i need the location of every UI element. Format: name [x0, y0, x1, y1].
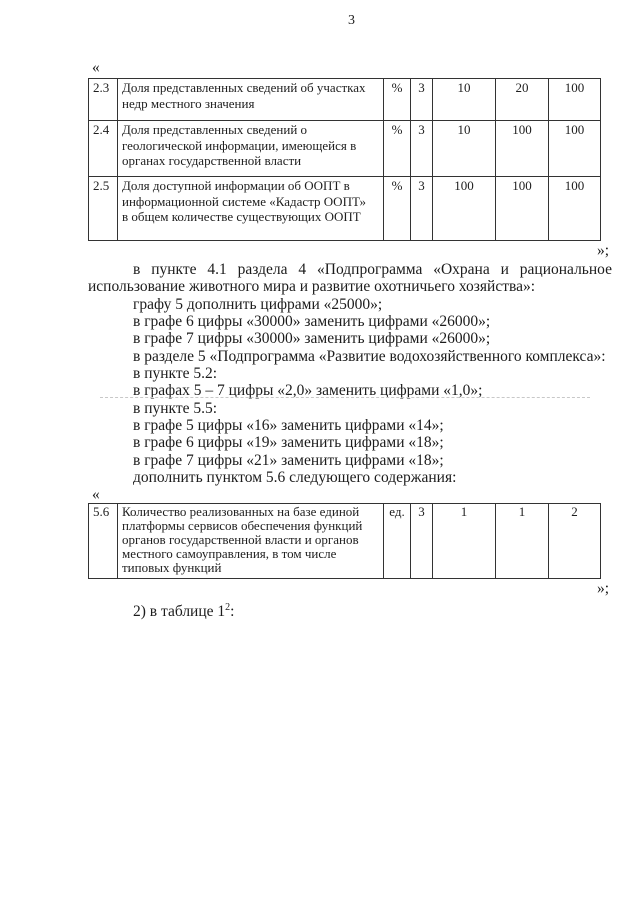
description-line: Доля представленных сведений об участках — [122, 80, 366, 95]
paragraph-line: в графе 7 цифры «21» заменить цифрами «18»; — [133, 451, 444, 469]
row-col3: 3 — [411, 177, 433, 241]
table-row — [89, 177, 601, 241]
row-description — [118, 177, 384, 241]
table1-open-quote: « — [92, 59, 100, 76]
row-unit: % — [384, 79, 411, 121]
row-unit: % — [384, 177, 411, 241]
row-col6: 2 — [549, 504, 601, 579]
row-col3: 3 — [411, 79, 433, 121]
closing-superscript: 2 — [225, 601, 231, 613]
row-col4: 10 — [433, 121, 496, 177]
closing-line — [133, 603, 234, 621]
row-number: 2.4 — [89, 121, 118, 177]
row-unit: % — [384, 121, 411, 177]
row-description — [118, 121, 384, 177]
description-line: Количество реализованных на базе единой — [122, 504, 360, 519]
row-col5: 20 — [496, 79, 549, 121]
row-col6: 100 — [549, 177, 601, 241]
row-unit: ед. — [384, 504, 411, 579]
row-col5: 1 — [496, 504, 549, 579]
description-line: типовых функций — [122, 560, 222, 575]
paragraph-line: в графе 5 цифры «16» заменить цифрами «14»; — [133, 417, 444, 435]
paragraph-line: в пункте 5.5: — [133, 399, 218, 417]
scan-artifact-line — [100, 397, 590, 398]
row-col4: 10 — [433, 79, 496, 121]
row-number: 2.5 — [89, 177, 118, 241]
row-col6: 100 — [549, 79, 601, 121]
paragraph-line: графу 5 дополнить цифрами «25000»; — [133, 295, 383, 313]
row-col3: 3 — [411, 121, 433, 177]
paragraph-line: в графе 7 цифры «30000» заменить цифрами «26000»; — [133, 330, 491, 348]
closing-text: 2) в таблице 1 — [133, 603, 226, 620]
row-col5: 100 — [496, 177, 549, 241]
description-line: недр местного значения — [122, 95, 255, 111]
row-col4: 100 — [433, 177, 496, 241]
description-line: Доля представленных сведений о — [122, 122, 308, 137]
paragraph-line: в пункте 4.1 раздела 4 «Подпрограмма «Охрана и рациональное — [133, 261, 612, 278]
table-row — [89, 79, 601, 121]
paragraph-line: в графе 6 цифры «30000» заменить цифрами «26000»; — [133, 313, 491, 331]
description-line: платформы сервисов обеспечения функций — [122, 518, 363, 533]
amendment-text — [88, 261, 612, 486]
description-line: Доля доступной информации об ООПТ в — [122, 178, 350, 193]
table1-close-quote: »; — [597, 242, 610, 259]
description-line: органов государственной власти и органов — [122, 532, 359, 547]
description-line: местного самоуправления, в том числе — [122, 546, 337, 561]
table2-open-quote: « — [92, 486, 100, 503]
closing-suffix: : — [230, 603, 235, 620]
row-description — [118, 79, 384, 121]
page-number: 3 — [348, 13, 355, 28]
row-col4: 1 — [433, 504, 496, 579]
row-description — [118, 504, 384, 579]
paragraph-line: дополнить пунктом 5.6 следующего содержания: — [133, 469, 457, 487]
table-row — [89, 121, 601, 177]
paragraph-line: в графе 6 цифры «19» заменить цифрами «18»; — [133, 434, 444, 452]
paragraph-line: использование животного мира и развитие охотничьего хозяйства»: — [88, 278, 536, 296]
row-number: 2.3 — [89, 79, 118, 121]
paragraph-line: в пункте 5.2: — [133, 365, 218, 383]
paragraph-line: в графах 5 – 7 цифры «2,0» заменить цифрами «1,0»; — [133, 382, 483, 400]
description-line: органах государственной власти — [122, 153, 302, 168]
description-line: в общем количестве существующих ООПТ — [122, 209, 361, 224]
description-line: геологической информации, имеющейся в — [122, 137, 357, 153]
paragraph-line: в разделе 5 «Подпрограмма «Развитие водохозяйственного комплекса»: — [133, 347, 606, 365]
row-col5: 100 — [496, 121, 549, 177]
row-col6: 100 — [549, 121, 601, 177]
description-line: информационной системе «Кадастр ООПТ» — [122, 193, 367, 209]
indicators-table-2 — [88, 503, 601, 579]
table2-close-quote: »; — [597, 580, 610, 597]
row-col3: 3 — [411, 504, 433, 579]
row-number: 5.6 — [89, 504, 118, 579]
table-row — [89, 504, 601, 579]
indicators-table-1 — [88, 78, 601, 241]
